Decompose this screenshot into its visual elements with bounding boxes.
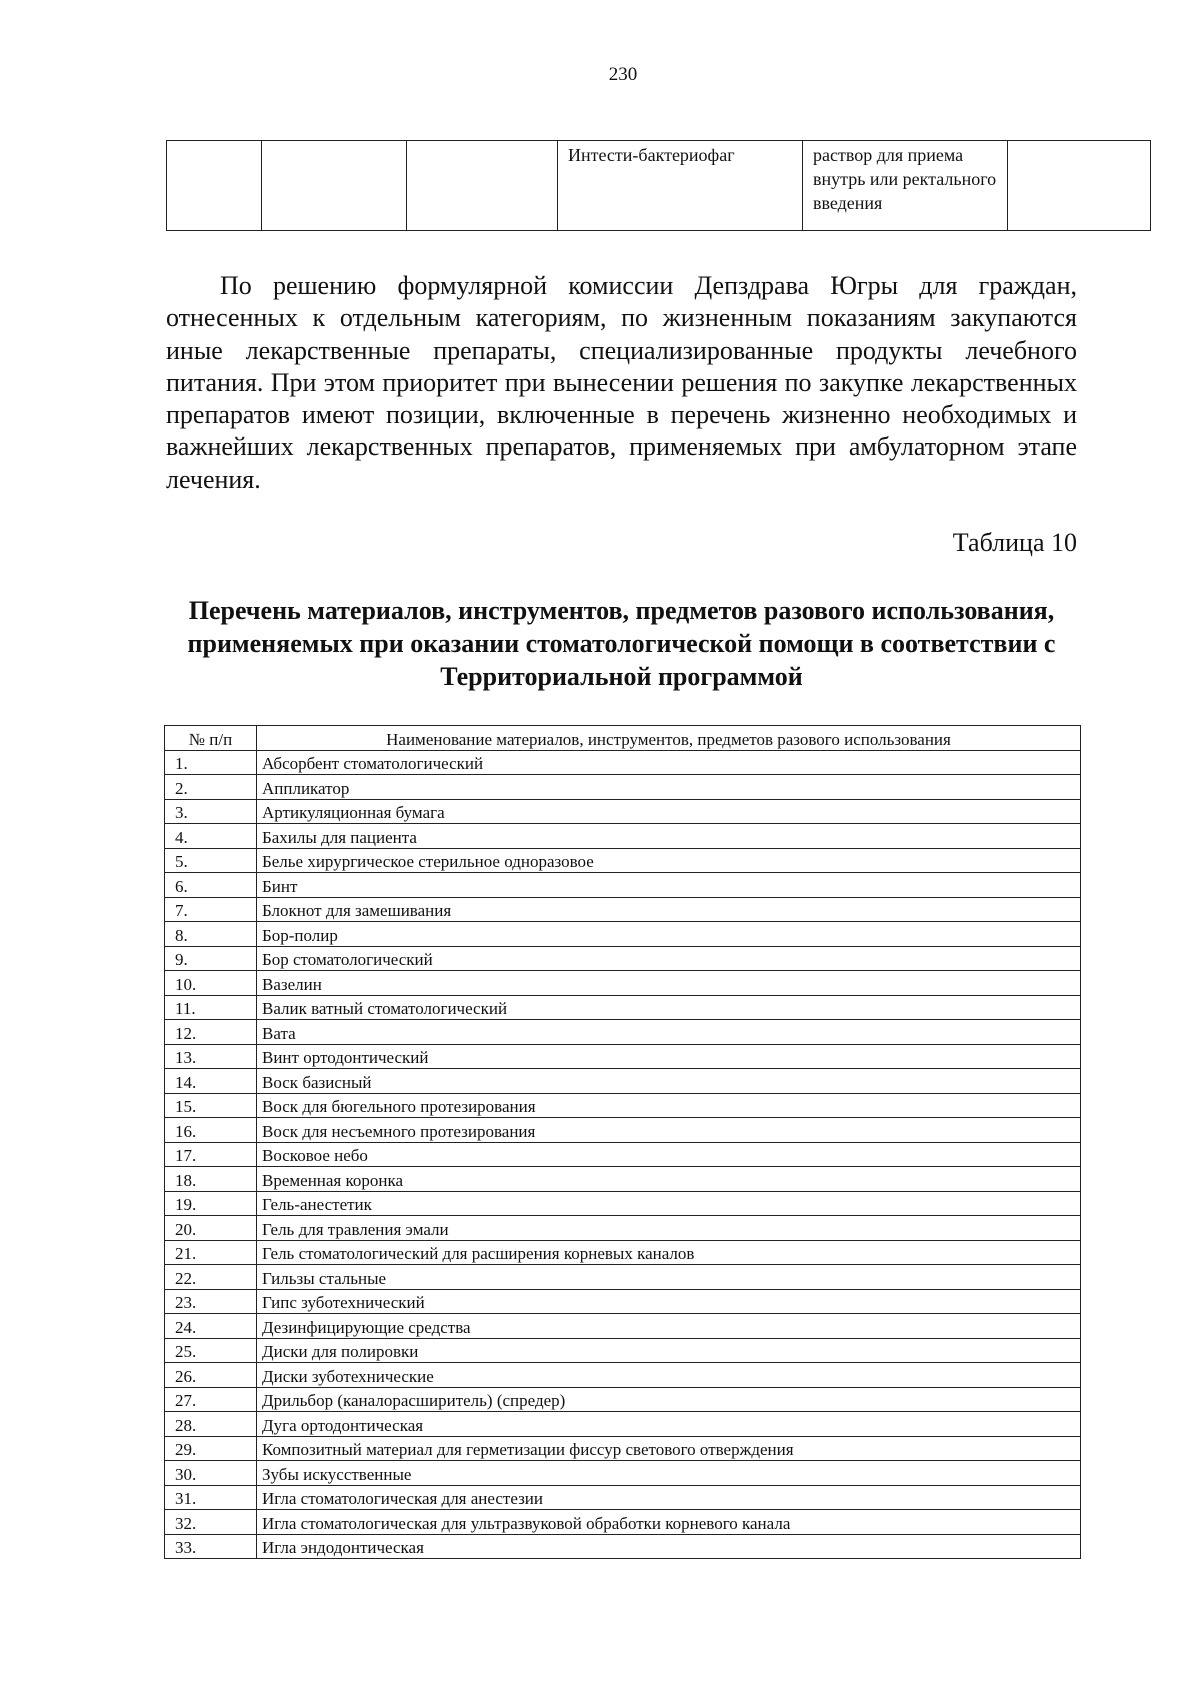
row-number: 18. [165,1167,257,1192]
cell-col6 [1008,141,1151,231]
row-number: 4. [165,824,257,849]
table-row [165,1534,1081,1559]
continuation-table [166,140,1151,231]
table-row [165,971,1081,996]
cell-drug-name: Интести-бактериофаг [558,141,803,231]
row-item-name: Вата [257,1020,1081,1045]
row-number: 29. [165,1436,257,1461]
row-number: 22. [165,1265,257,1290]
materials-table [164,725,1081,1559]
row-number: 25. [165,1338,257,1363]
row-item-name: Винт ортодонтический [257,1044,1081,1069]
row-number: 33. [165,1534,257,1559]
table-row [165,799,1081,824]
table-row [165,1363,1081,1388]
row-number: 2. [165,775,257,800]
table-row [165,1510,1081,1535]
row-number: 19. [165,1191,257,1216]
cell-dosage-form: раствор для приема внутрь или ректального введения [803,141,1008,231]
row-item-name: Зубы искусственные [257,1461,1081,1486]
row-item-name: Бахилы для пациента [257,824,1081,849]
row-number: 30. [165,1461,257,1486]
table-row [165,1289,1081,1314]
row-item-name: Восковое небо [257,1142,1081,1167]
row-number: 11. [165,995,257,1020]
row-item-name: Гель для травления эмали [257,1216,1081,1241]
row-number: 16. [165,1118,257,1143]
row-number: 20. [165,1216,257,1241]
row-number: 7. [165,897,257,922]
table-row [165,1485,1081,1510]
row-item-name: Диски зуботехнические [257,1363,1081,1388]
table-row [165,873,1081,898]
row-item-name: Дрильбор (каналорасширитель) (спредер) [257,1387,1081,1412]
table-row [165,1167,1081,1192]
table-row [165,1020,1081,1045]
page-number: 230 [608,64,638,85]
row-item-name: Блокнот для замешивания [257,897,1081,922]
table-row [165,848,1081,873]
row-number: 1. [165,750,257,775]
row-item-name: Артикуляционная бумага [257,799,1081,824]
row-number: 13. [165,1044,257,1069]
row-item-name: Воск для бюгельного протезирования [257,1093,1081,1118]
table-row [165,775,1081,800]
row-number: 28. [165,1412,257,1437]
row-number: 15. [165,1093,257,1118]
table-header-row [165,726,1081,751]
table-row [165,1191,1081,1216]
materials-table-body [165,750,1081,1559]
row-item-name: Валик ватный стоматологический [257,995,1081,1020]
row-item-name: Диски для полировки [257,1338,1081,1363]
row-item-name: Абсорбент стоматологический [257,750,1081,775]
row-number: 6. [165,873,257,898]
table-caption: Таблица 10 [952,528,1077,557]
table-row [165,824,1081,849]
row-item-name: Гель стоматологический для расширения корневых каналов [257,1240,1081,1265]
continuation-table-row [167,141,1151,231]
row-number: 8. [165,922,257,947]
cell-col2 [262,141,407,231]
row-item-name: Дезинфицирующие средства [257,1314,1081,1339]
row-item-name: Бор стоматологический [257,946,1081,971]
row-number: 5. [165,848,257,873]
table-row [165,1338,1081,1363]
table-row [165,1216,1081,1241]
row-item-name: Вазелин [257,971,1081,996]
cell-col3 [407,141,558,231]
column-header-num: № п/п [165,726,257,751]
row-number: 14. [165,1069,257,1094]
row-item-name: Временная коронка [257,1167,1081,1192]
table-row [165,1412,1081,1437]
table-row [165,1118,1081,1143]
row-item-name: Гель-анестетик [257,1191,1081,1216]
row-number: 23. [165,1289,257,1314]
cell-col1 [167,141,262,231]
body-paragraph: По решению формулярной комиссии Депздрава Югры для граждан, отнесенных к отдельным категориям, по жизненным показаниям закупаются иные лекарственные препараты, специализированные продукты лечебного питания. При этом приоритет при вынесении решения по закупке лекарственных препаратов имеют позиции, включенные в перечень жизненно необходимых и важнейших лекарственных препаратов, применяемых при амбулаторном этапе лечения. [166,271,1077,494]
table-row [165,995,1081,1020]
table-row [165,946,1081,971]
row-number: 12. [165,1020,257,1045]
table-row [165,1436,1081,1461]
row-item-name: Белье хирургическое стерильное одноразовое [257,848,1081,873]
row-item-name: Аппликатор [257,775,1081,800]
table-row [165,1069,1081,1094]
row-number: 17. [165,1142,257,1167]
table-row [165,1240,1081,1265]
row-number: 21. [165,1240,257,1265]
table-row [165,1142,1081,1167]
row-item-name: Бинт [257,873,1081,898]
row-number: 24. [165,1314,257,1339]
row-number: 27. [165,1387,257,1412]
row-item-name: Бор-полир [257,922,1081,947]
table-row [165,750,1081,775]
row-item-name: Дуга ортодонтическая [257,1412,1081,1437]
row-number: 9. [165,946,257,971]
table-row [165,1461,1081,1486]
table-row [165,1044,1081,1069]
row-item-name: Воск для несъемного протезирования [257,1118,1081,1143]
row-number: 32. [165,1510,257,1535]
row-number: 31. [165,1485,257,1510]
row-item-name: Гипс зуботехнический [257,1289,1081,1314]
row-item-name: Композитный материал для герметизации фиссур светового отверждения [257,1436,1081,1461]
row-item-name: Гильзы стальные [257,1265,1081,1290]
row-number: 3. [165,799,257,824]
table-row [165,1265,1081,1290]
table-row [165,1314,1081,1339]
row-number: 10. [165,971,257,996]
table-row [165,1093,1081,1118]
table-row [165,897,1081,922]
row-item-name: Игла стоматологическая для ультразвуковой обработки корневого канала [257,1510,1081,1535]
row-item-name: Игла эндодонтическая [257,1534,1081,1559]
table-row [165,922,1081,947]
continuation-table-body [167,141,1151,231]
column-header-name: Наименование материалов, инструментов, предметов разового использования [257,726,1081,751]
table-title: Перечень материалов, инструментов, предметов разового использования, применяемых при оказании стоматологической помощи в соответствии с Территориальной программой [187,596,1056,691]
row-item-name: Воск базисный [257,1069,1081,1094]
row-number: 26. [165,1363,257,1388]
row-item-name: Игла стоматологическая для анестезии [257,1485,1081,1510]
table-row [165,1387,1081,1412]
